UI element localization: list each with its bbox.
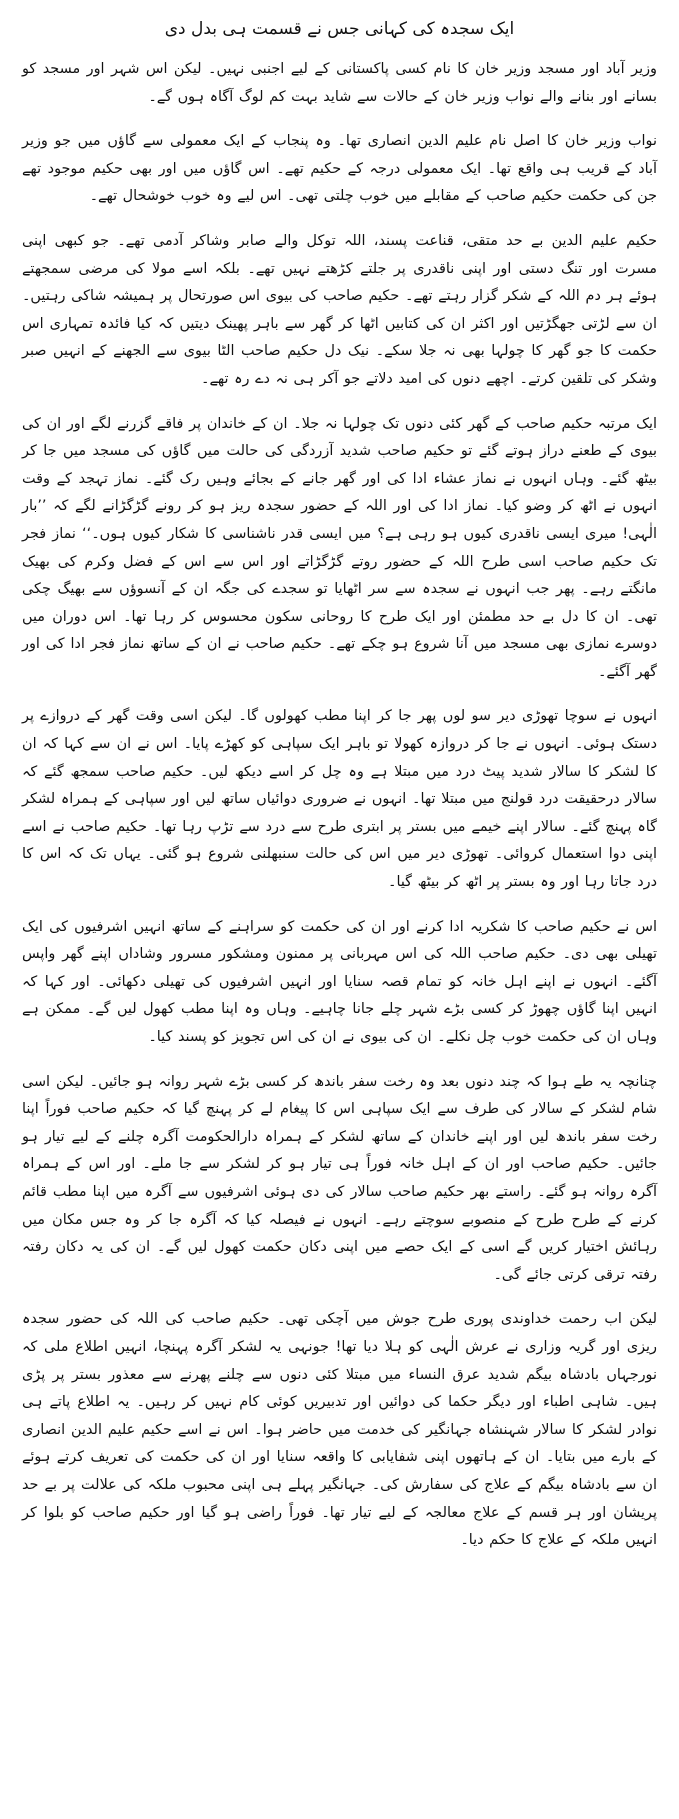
paragraph-7: چنانچہ یہ طے ہوا کہ چند دنوں بعد وہ رخت سفر باندھ کر کسی بڑے شہر روانہ ہو جائیں۔ لیکن اسی شام لشکر کے سالار کی طرف سے ایک سپاہی اس کا پیغام لے کر پہنچ گیا کہ حکیم صاحب فوراً اپنا رخت سفر باندھ لیں اور اپنے خاندان کے ساتھ لشکر کے ہمراہ دارالحکومت آگرہ چلنے کے لیے تیار ہو جائیں۔ حکیم صاحب اور ان کے اہل خانہ فوراً ہی تیار ہو کر لشکر سے جا ملے۔ اور اس کے ہمراہ آگرہ روانہ ہو گئے۔ راستے بھر حکیم صاحب سالار کی دی ہوئی اشرفیوں سے آگرہ میں اپنا مطب قائم کرنے کے طرح طرح کے منصوبے سوچتے رہے۔ انہوں نے فیصلہ کیا کہ آگرہ جا کر وہ جس مکان میں رہائش اختیار کریں گے اسی کے ایک حصے میں اپنی دکان حکمت کھول لیں گے۔ ان کی یہ دکان رفتہ رفتہ ترقی کرتی جائے گی۔ bbox=[22, 1073, 657, 1283]
paragraph-3: حکیم علیم الدین بے حد متقی، قناعت پسند، اللہ توکل والے صابر وشاکر آدمی تھے۔ جو کبھی اپنی مسرت اور تنگ دستی اور اپنی ناقدری پر جلتے کڑھتے نہیں تھے۔ بلکہ اسے مولا کی مرضی سمجھتے ہوئے ہر دم اللہ کے شکر گزار رہتے تھے۔ حکیم صاحب کی بیوی اس صورتحال پر ہمیشہ شاکی رہتیں۔ ان سے لڑتی جھگڑتیں اور اکثر ان کی کتابیں اٹھا کر گھر سے باہر پھینک دیتیں کہ کیا فائدہ تمہاری اس حکمت کا جو گھر کا چولہا بھی نہ جلا سکے۔ نیک دل حکیم صاحب الٹا بیوی سے الجھنے کے انہیں صبر وشکر کی تلقین کرتے۔ اچھے دنوں کی امید دلاتے جو آکر ہی نہ دے رہ تھے۔ bbox=[22, 232, 657, 387]
paragraph-1: وزیر آباد اور مسجد وزیر خان کا نام کسی پاکستانی کے لیے اجنبی نہیں۔ لیکن اس شہر اور مسجد کو بسانے اور بنانے والے نواب وزیر خان کے حالات سے شاید بہت کم لوگ آگاہ ہوں گے۔ bbox=[22, 61, 657, 105]
article-title: ایک سجدہ کی کہانی جس نے قسمت ہی بدل دی bbox=[164, 19, 515, 39]
paragraph-4: ایک مرتبہ حکیم صاحب کے گھر کئی دنوں تک چولہا نہ جلا۔ ان کے خاندان پر فاقے گزرنے لگے اور ان کی بیوی کے طعنے دراز ہوتے گئے تو حکیم صاحب شدید آزردگی کی حالت میں گاؤں کی مسجد میں جا کر بیٹھ گئے۔ وہاں انہوں نے نماز عشاء ادا کی اور گھر جانے کے بجائے وہیں رک گئے۔ نماز تہجد کے وقت انہوں نے اٹھ کر وضو کیا۔ نماز ادا کی اور اللہ کے حضور سجدہ ریز ہو کر رونے گڑگڑانے لگے کہ ’’بار الٰہی! میری ایسی ناقدری کیوں ہو رہی ہے؟ میں ایسی قدر ناشناسی کا شکار کیوں ہوں۔‘‘ نماز فجر تک حکیم صاحب اسی طرح اللہ کے حضور روتے گڑگڑاتے اور اس سے اس کے فضل وکرم کی بھیک مانگتے رہے۔ پھر جب انہوں نے سجدہ سے سر اٹھایا تو سجدے کی جگہ ان کے آنسوؤں سے بھیگ چکی تھی۔ ان کا دل بے حد مطمئن اور ایک طرح کا روحانی سکون محسوس کر رہا تھا۔ اس دوران میں دوسرے نمازی بھی مسجد میں آنا شروع ہو چکے تھے۔ حکیم صاحب نے ان کے ساتھ نماز فجر ادا کی اور گھر آگئے۔ bbox=[22, 415, 657, 680]
paragraph-8: لیکن اب رحمت خداوندی پوری طرح جوش میں آچکی تھی۔ حکیم صاحب کی اللہ کی حضور سجدہ ریزی اور گریہ وزاری نے عرش الٰہی کو ہلا دیا تھا! جونہی یہ لشکر آگرہ پہنچا، انہیں اطلاع ملی کہ نورجہاں بادشاہ بیگم شدید عرق النساء میں مبتلا کئی دنوں سے چلنے پھرنے سے معذور بستر پر پڑی ہیں۔ شاہی اطباء اور دیگر حکما کی دوائیں اور تدبیریں کوئی کام نہیں کر رہیں۔ یہ اطلاع پاتے ہی نوادر لشکر کا سالار شہنشاہ جہانگیر کی خدمت میں حاضر ہوا۔ اس نے اسے حکیم علیم الدین انصاری کے بارے میں بتایا۔ ان کے ہاتھوں اپنی شفایابی کا واقعہ سنایا اور ان کی حکمت کی تعریف کرتے ہوئے ان سے بادشاہ بیگم کے علاج کی سفارش کی۔ جہانگیر پہلے ہی اپنی محبوب ملکہ کی علالت پر بے حد پریشان اور ہر قسم کے علاج معالجہ کے لیے تیار تھا۔ فوراً راضی ہو گیا اور حکیم صاحب کو بلوا کر انہیں ملکہ کے علاج کا حکم دیا۔ bbox=[22, 1311, 657, 1549]
paragraph-2: نواب وزیر خان کا اصل نام علیم الدین انصاری تھا۔ وہ پنجاب کے ایک معمولی سے گاؤں میں جو وزیر آباد کے قریب ہی واقع تھا۔ ایک معمولی درجہ کے حکیم تھے۔ اس گاؤں میں اور بھی حکیم موجود تھے جن کی حکمت حکیم صاحب کے مقابلے میں خوب چلتی تھی۔ اس لیے وہ خوب خوشحال تھے۔ bbox=[22, 133, 657, 205]
article bbox=[22, 14, 657, 1572]
paragraph-5: انہوں نے سوچا تھوڑی دیر سو لوں پھر جا کر اپنا مطب کھولوں گا۔ لیکن اسی وقت گھر کے دروازے پر دستک ہوئی۔ انہوں نے جا کر دروازہ کھولا تو باہر ایک سپاہی کو کھڑے پایا۔ اس نے ان سے کہا کہ ان کا لشکر کا سالار شدید پیٹ درد میں مبتلا ہے وہ چل کر اسے دیکھ لیں۔ حکیم صاحب سمجھ گئے کہ سالار درحقیقت درد قولنج میں مبتلا تھا۔ انہوں نے ضروری دوائیاں ساتھ لیں اور سپاہی کے ہمراہ لشکر گاہ پہنچ گئے۔ سالار اپنے خیمے میں بستر پر ابتری طرح سے درد سے تڑپ رہا تھا۔ حکیم صاحب نے اسے اپنی دوا استعمال کروائی۔ تھوڑی دیر میں اس کی حالت سنبھلنی شروع ہو گئی۔ یہاں تک کہ اس کا درد جاتا رہا اور وہ بستر پر اٹھ کر بیٹھ گیا۔ bbox=[22, 708, 657, 891]
paragraph-6: اس نے حکیم صاحب کا شکریہ ادا کرنے اور ان کی حکمت کو سراہنے کے ساتھ انہیں اشرفیوں کی ایک تھیلی بھی دی۔ حکیم صاحب اللہ کی اس مہربانی پر ممنون ومشکور مسرور وشاداں اپنے گھر واپس آگئے۔ انہوں نے اپنے اہل خانہ کو تمام قصہ سنایا اور انہیں اشرفیوں کی تھیلی دکھائی۔ اور کہا کہ انہیں اپنا گاؤں چھوڑ کر کسی بڑے شہر چلے جانا چاہیے۔ وہاں وہ اپنا مطب کھول لیں گے۔ ممکن ہے وہاں ان کی حکمت خوب چل نکلے۔ ان کی بیوی نے ان کی اس تجویز کو پسند کیا۔ bbox=[22, 918, 657, 1045]
